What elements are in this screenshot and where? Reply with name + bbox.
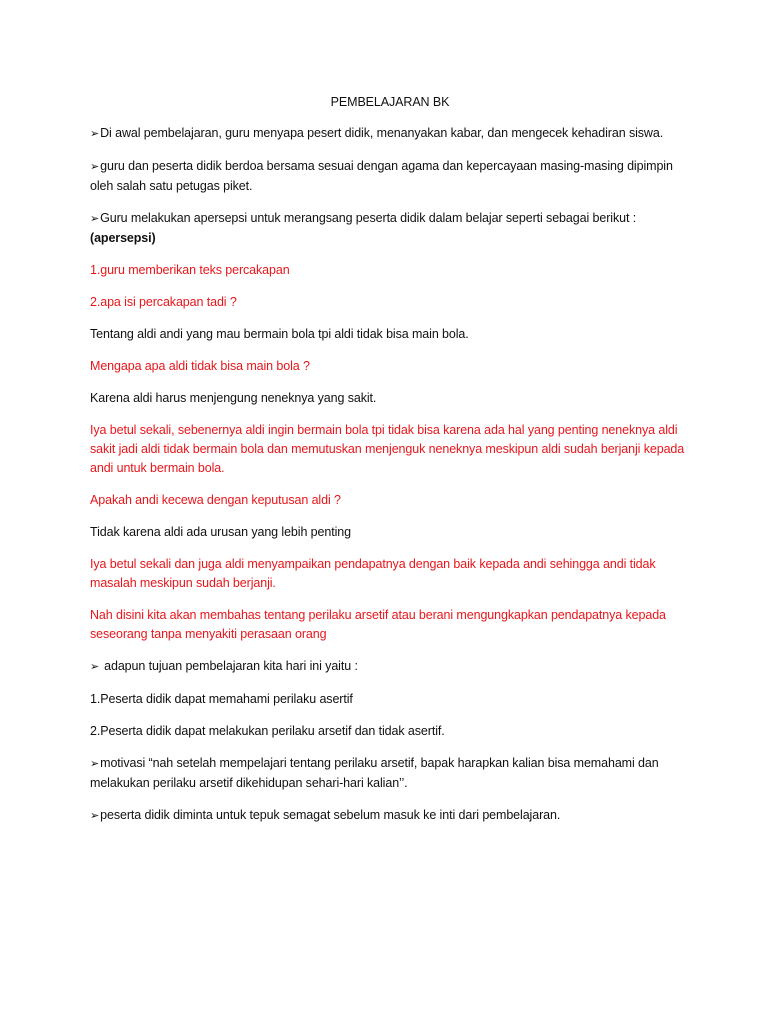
paragraph-text: Di awal pembelajaran, guru menyapa pesert didik, menanyakan kabar, dan mengecek kehadiran siswa. (100, 126, 664, 140)
paragraph-3 (90, 209, 690, 248)
paragraph-14 (90, 657, 690, 677)
paragraph-text: Apakah andi kecewa dengan keputusan aldi ? (90, 493, 341, 507)
paragraph-4 (90, 261, 690, 280)
paragraph-6 (90, 325, 690, 344)
paragraph-text: 2.apa isi percakapan tadi ? (90, 295, 237, 309)
paragraph-text: 1.Peserta didik dapat memahami perilaku asertif (90, 692, 353, 706)
bullet-arrow-icon: ➢ (90, 161, 100, 173)
document-title: PEMBELAJARAN BK (330, 95, 450, 109)
paragraph-2 (90, 157, 690, 196)
paragraph-7 (90, 357, 690, 376)
paragraph-text: Iya betul sekali, sebenernya aldi ingin bermain bola tpi tidak bisa karena ada hal yang penting neneknya aldi sakit jadi aldi tidak bermain bola dan memutuskan menjenguk neneknya meskipun aldi sudah berjanji kepada andi untuk bermain bola. (90, 423, 685, 475)
paragraph-text: Tidak karena aldi ada urusan yang lebih penting (90, 525, 351, 539)
paragraph-text: Tentang aldi andi yang mau bermain bola tpi aldi tidak bisa main bola. (90, 327, 469, 341)
paragraph-9 (90, 421, 690, 478)
paragraph-list (90, 124, 690, 826)
paragraph-text: 2.Peserta didik dapat melakukan perilaku arsetif dan tidak asertif. (90, 724, 445, 738)
paragraph-text: Iya betul sekali dan juga aldi menyampaikan pendapatnya dengan baik kepada andi sehingga andi tidak masalah meskipun sudah berjanji. (90, 557, 656, 590)
bullet-arrow-icon: ➢ (90, 758, 100, 770)
paragraph-11 (90, 523, 690, 542)
paragraph-12 (90, 555, 690, 593)
paragraph-text: adapun tujuan pembelajaran kita hari ini yaitu : (104, 659, 358, 673)
paragraph-10 (90, 491, 690, 510)
paragraph-18 (90, 806, 690, 826)
paragraph-17 (90, 754, 690, 793)
bullet-arrow-icon: ➢ (90, 661, 100, 673)
paragraph-8 (90, 389, 690, 408)
document-content (90, 93, 690, 839)
paragraph-1 (90, 124, 690, 144)
paragraph-16 (90, 722, 690, 741)
paragraph-text: Karena aldi harus menjengung neneknya yang sakit. (90, 391, 377, 405)
paragraph-5 (90, 293, 690, 312)
paragraph-text: Nah disini kita akan membahas tentang perilaku arsetif atau berani mengungkapkan pendapatnya kepada seseorang tanpa menyakiti perasaan orang (90, 608, 666, 641)
bullet-arrow-icon: ➢ (90, 128, 100, 140)
paragraph-text: peserta didik diminta untuk tepuk semagat sebelum masuk ke inti dari pembelajaran. (100, 808, 561, 822)
paragraph-15 (90, 690, 690, 709)
paragraph-text: motivasi “nah setelah mempelajari tentang perilaku arsetif, bapak harapkan kalian bisa memahami dan melakukan perilaku arsetif dikehidupan sehari-hari kalian’’. (90, 756, 659, 790)
paragraph-extra-text: (apersepsi) (90, 231, 156, 245)
paragraph-text: Guru melakukan apersepsi untuk merangsang peserta didik dalam belajar seperti sebagai berikut : (100, 211, 637, 225)
paragraph-text: guru dan peserta didik berdoa bersama sesuai dengan agama dan kepercayaan masing-masing dipimpin oleh salah satu petugas piket. (90, 159, 673, 193)
paragraph-text: 1.guru memberikan teks percakapan (90, 263, 290, 277)
paragraph-text: Mengapa apa aldi tidak bisa main bola ? (90, 359, 310, 373)
bullet-arrow-icon: ➢ (90, 810, 100, 822)
paragraph-13 (90, 606, 690, 644)
bullet-arrow-icon: ➢ (90, 213, 100, 225)
